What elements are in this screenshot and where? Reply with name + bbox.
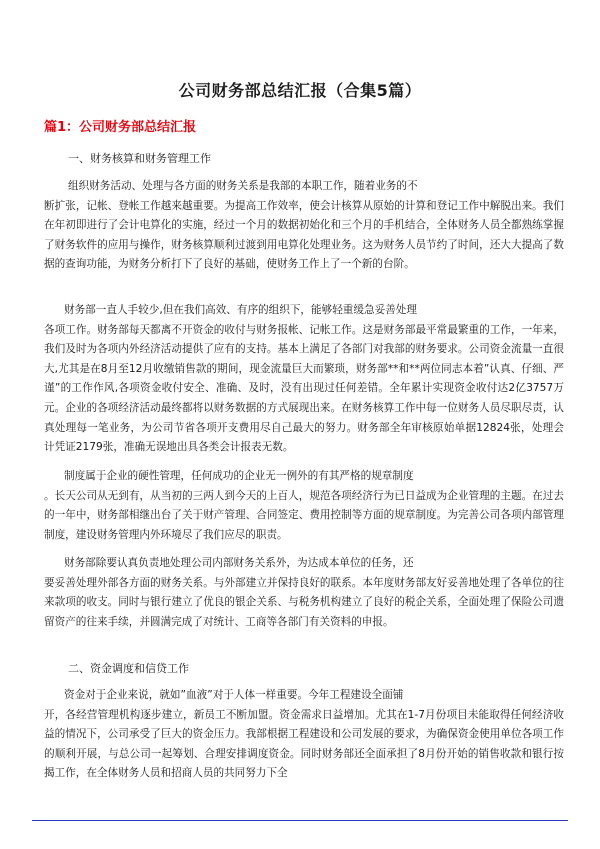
footer-rule [32,820,568,821]
section-title: 篇1：公司财务部总结汇报 [44,120,197,135]
page-title: 公司财务部总结汇报（合集5篇） [178,81,422,100]
heading-finance-accounting: 一、财务核算和财务管理工作 [68,152,211,165]
paragraph-2-lead: 财务部一直人手较少,但在我们高效、有序的组织下，能够轻重缓急妥善处理 [64,304,417,316]
paragraph-4-body: 要妥善处理外部各方面的财务关系。与外部建立并保持良好的联系。本年度财务部友好妥善地处理了各单位的往来款项的收支。同时与银行建立了优良的银企关系、与税务机构建立了良好的税企关系，全面处理了保险公司遗留资产的往来手续，并圆满完成了对统计、工商等各部门有关资料的申报。 [44,576,564,628]
paragraph-3-lead: 制度属于企业的硬性管理，任何成功的企业无一例外的有其严格的规章制度 [64,470,414,482]
paragraph-5-body: 开，各经营管理机构逐步建立，新员工不断加盟。资金需求日益增加。尤其在1-7月份项目未能取得任何经济收益的情况下，公司承受了巨大的资金压力。我部根据工程建设和公司发展的要求，为确保资金使用单位各项工作的顺利开展，与总公司一起筹划、合理安排调度资金。同时财务部还全面承担了8月份开始的销售收款和银行按揭工作，在全体财务人员和招商人员的共同努力下全 [44,708,564,780]
paragraph-3 [44,467,564,545]
paragraph-5 [44,686,564,784]
heading-funds-credit: 二、资金调度和信贷工作 [68,662,189,675]
paragraph-4 [44,554,564,632]
paragraph-1-body: 断扩张，记帐、登帐工作越来越重要。为提高工作效率，使会计核算从原始的计算和登记工作中解脱出来。我们在年初即进行了会计电算化的实施，经过一个月的数据初始化和三个月的手机结合，全体财务人员全都熟练掌握了财务软件的应用与操作，财务核算顺利过渡到用电算化处理业务。这为财务人员节约了时间，还大大提高了数据的查询功能，为财务分析打下了良好的基础，使财务工作上了一个新的台阶。 [44,199,564,271]
paragraph-1-lead: 组织财务活动、处理与各方面的财务关系是我部的本职工作，随着业务的不 [68,180,418,192]
paragraph-2-body: 各项工作。财务部每天都离不开资金的收付与财务报帐、记帐工作。这是财务部最平常最繁重的工作，一年来，我们及时为各项内外经济活动提供了应有的支持。基本上满足了各部门对我部的财务要求。公司资金流量一直很大,尤其是在8月至12月收缴销售款的期间，现金流量巨大而繁琐，财务部**和**两位同志本着”认真、仔细、严谨”的工作作风,各项资金收付安全、准确、及时，没有出现过任何差错。全年累计实现资金收付达2亿3757万元。企业的各项经济活动最终都将以财务数据的方式展现出来。在财务核算工作中每一位财务人员尽职尽责，认真处理每一笔业务，为公司节省各项开支费用尽自己最大的努力。财务部全年审核原始单据12824张，处理会计凭证2179张，准确无误地出具各类会计报表无数。 [44,323,564,454]
paragraph-1 [44,177,564,275]
paragraph-5-lead: 资金对于企业来说，就如”血液”对于人体一样重要。今年工程建设全面铺 [64,689,404,701]
paragraph-4-lead: 财务部除要认真负责地处理公司内部财务关系外，为达成本单位的任务，还 [64,557,414,569]
paragraph-2 [44,301,564,458]
paragraph-3-body: 。长天公司从无到有，从当初的三两人到今天的上百人，规范各项经济行为已日益成为企业管理的主题。在过去的一年中，财务部相继出台了关于财产管理、合同签定、费用控制等方面的规章制度。为完善公司各项内部管理制度，建设财务管理内外环境尽了我们应尽的职责。 [44,489,564,541]
